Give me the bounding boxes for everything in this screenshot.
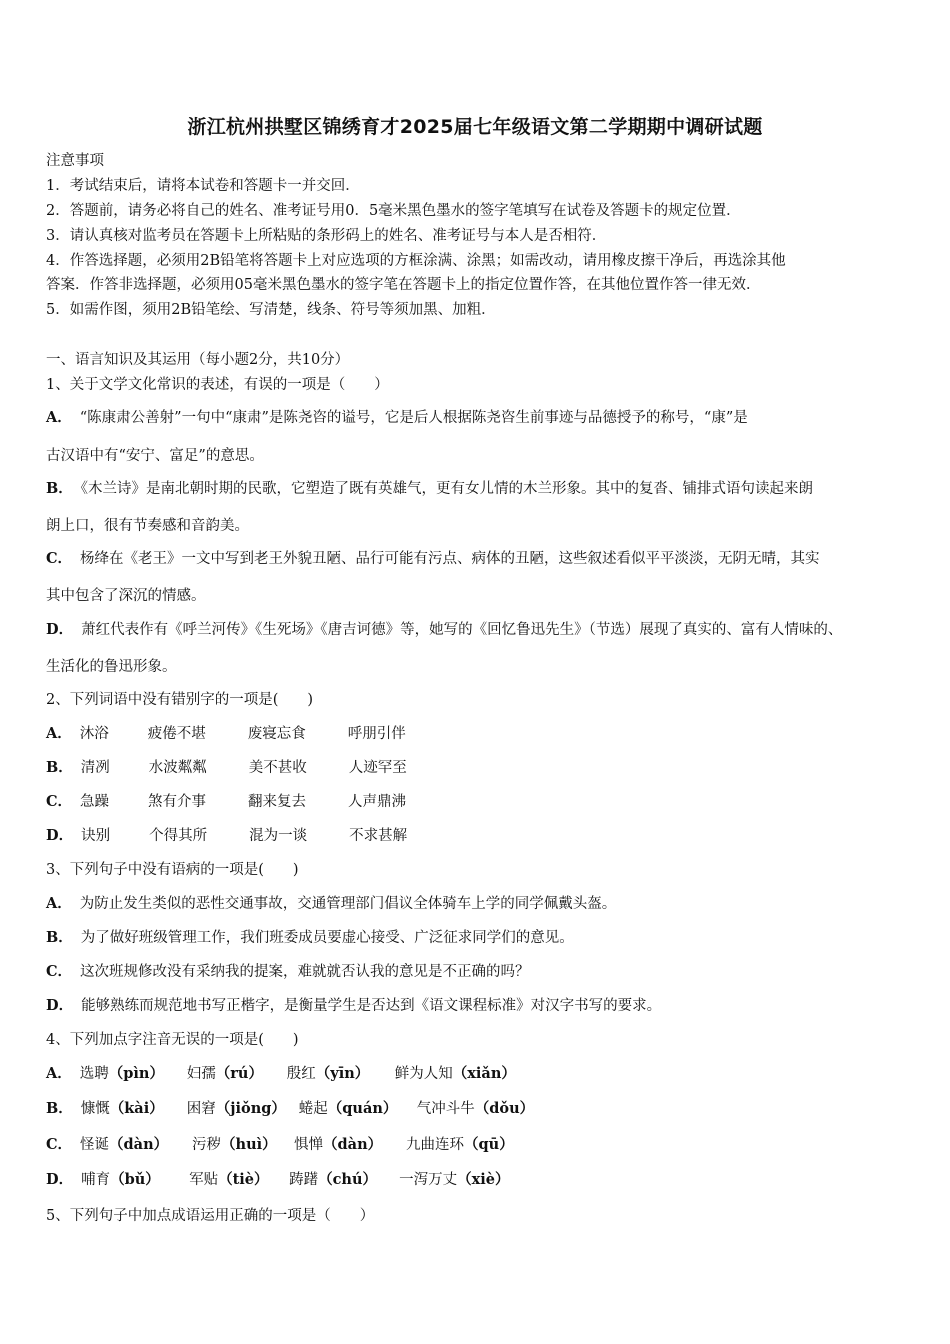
notice-heading: 注意事项 bbox=[46, 153, 104, 169]
word: 惧惮 bbox=[294, 1137, 324, 1153]
question-stem: 1、关于文学文化常识的表述，有误的一项是（ ） bbox=[46, 377, 389, 393]
option-text: “陈康肃公善射”一句中“康肃”是陈尧咨的谥号，它是后人根据陈尧咨生前事迹与品德授予的称号，“康”是 bbox=[79, 410, 748, 426]
word: 殷红 bbox=[286, 1066, 316, 1082]
option-continuation: 古汉语中有“安宁、富足”的意思。 bbox=[46, 448, 264, 464]
word: 不求甚解 bbox=[349, 828, 408, 844]
word: 哺育 bbox=[81, 1172, 111, 1188]
section-heading: 一、语言知识及其运用（每小题2分，共10分） bbox=[46, 352, 350, 368]
word: 清冽 bbox=[80, 760, 110, 776]
word: 诀别 bbox=[81, 828, 111, 844]
option-letter: A． bbox=[46, 1065, 72, 1082]
option-letter: B． bbox=[46, 759, 73, 776]
question-stem: 2、下列词语中没有错别字的一项是( ) bbox=[46, 692, 314, 708]
option-text: 为了做好班级管理工作，我们班委成员要虚心接受、广泛征求同学们的意见。 bbox=[80, 930, 574, 946]
word: 混为一谈 bbox=[249, 828, 308, 844]
option-continuation: 朗上口，很有节奏感和音韵美。 bbox=[46, 518, 249, 534]
option-c[interactable] bbox=[46, 962, 530, 982]
option-letter: B． bbox=[46, 1100, 73, 1117]
option-a[interactable] bbox=[46, 724, 406, 744]
option-text: 能够熟练而规范地书写正楷字，是衡量学生是否达到《语文课程标准》对汉字书写的要求。 bbox=[81, 998, 662, 1014]
option-b[interactable] bbox=[46, 1099, 534, 1119]
option-text: 《木兰诗》是南北朝时期的民歌，它塑造了既有英雄气，更有女儿情的木兰形象。其中的复沓、铺排式语句读起来朗 bbox=[80, 481, 814, 497]
pinyin: （xiè） bbox=[457, 1171, 510, 1188]
word: 美不甚收 bbox=[248, 760, 307, 776]
question-stem: 4、下列加点字注音无误的一项是( ) bbox=[46, 1032, 299, 1048]
notice-item: 4．作答选择题，必须用2B铅笔将答题卡上对应选项的方框涂满、涂黑；如需改动，请用橡皮擦干净后，再选涂其他 bbox=[46, 253, 786, 269]
word: 气冲斗牛 bbox=[416, 1101, 475, 1117]
option-b[interactable] bbox=[46, 479, 813, 499]
pinyin: （quán） bbox=[327, 1100, 398, 1117]
option-text: 杨绛在《老王》一文中写到老王外貌丑陋、品行可能有污点、病体的丑陋，这些叙述看似平平淡淡，无阴无晴，其实 bbox=[80, 551, 820, 567]
word: 沐浴 bbox=[79, 726, 109, 742]
option-b[interactable] bbox=[46, 758, 407, 778]
option-letter: A． bbox=[46, 409, 72, 426]
option-letter: C． bbox=[46, 550, 73, 567]
option-a[interactable] bbox=[46, 408, 748, 428]
option-text: 萧红代表作有《呼兰河传》《生死场》《唐吉诃德》等，她写的《回忆鲁迅先生》（节选）展现了真实的、富有人情味的、 bbox=[81, 622, 843, 638]
option-letter: D． bbox=[46, 997, 74, 1014]
word: 九曲连环 bbox=[406, 1137, 465, 1153]
pinyin: （dàn） bbox=[109, 1136, 169, 1153]
pinyin: （yīn） bbox=[315, 1065, 370, 1082]
pinyin: （rú） bbox=[215, 1065, 263, 1082]
option-letter: A． bbox=[46, 725, 72, 742]
word: 蜷起 bbox=[298, 1101, 328, 1117]
word: 慷慨 bbox=[80, 1101, 110, 1117]
word: 妇孺 bbox=[186, 1066, 216, 1082]
pinyin: （tiè） bbox=[218, 1171, 269, 1188]
option-d[interactable] bbox=[46, 996, 661, 1016]
option-letter: B． bbox=[46, 929, 73, 946]
word: 废寝忘食 bbox=[247, 726, 306, 742]
option-letter: B． bbox=[46, 480, 73, 497]
option-d[interactable] bbox=[46, 1170, 509, 1190]
option-a[interactable] bbox=[46, 894, 616, 914]
option-continuation: 生活化的鲁迅形象。 bbox=[46, 659, 177, 675]
word: 呼朋引伴 bbox=[347, 726, 406, 742]
word: 个得其所 bbox=[149, 828, 208, 844]
word: 煞有介事 bbox=[148, 794, 207, 810]
pinyin: （dǒu） bbox=[474, 1100, 535, 1117]
word: 人声鼎沸 bbox=[348, 794, 407, 810]
option-c[interactable] bbox=[46, 549, 820, 569]
word: 踌躇 bbox=[289, 1172, 319, 1188]
option-d[interactable] bbox=[46, 826, 407, 846]
word: 污秽 bbox=[192, 1137, 222, 1153]
option-text: 为防止发生类似的恶性交通事故，交通管理部门倡议全体骑车上学的同学佩戴头盔。 bbox=[79, 896, 617, 912]
word: 一泻万丈 bbox=[399, 1172, 458, 1188]
option-letter: C． bbox=[46, 963, 73, 980]
option-letter: D． bbox=[46, 827, 74, 844]
pinyin: （jiǒng） bbox=[215, 1100, 286, 1117]
pinyin: （xiǎn） bbox=[452, 1065, 516, 1082]
notice-item: 1．考试结束后，请将本试卷和答题卡一并交回． bbox=[46, 178, 360, 194]
pinyin: （dàn） bbox=[323, 1136, 383, 1153]
option-letter: D． bbox=[46, 1171, 74, 1188]
pinyin: （qū） bbox=[464, 1136, 514, 1153]
option-c[interactable] bbox=[46, 792, 406, 812]
option-b[interactable] bbox=[46, 928, 574, 948]
word: 鲜为人知 bbox=[394, 1066, 453, 1082]
option-c[interactable] bbox=[46, 1135, 514, 1155]
option-a[interactable] bbox=[46, 1064, 516, 1084]
word: 急躁 bbox=[80, 794, 110, 810]
pinyin: （kài） bbox=[109, 1100, 164, 1117]
option-d[interactable] bbox=[46, 620, 842, 640]
notice-item: 答案．作答非选择题，必须用05毫米黑色墨水的签字笔在答题卡上的指定位置作答，在其他位置作答一律无效． bbox=[46, 277, 761, 293]
option-letter: C． bbox=[46, 1136, 73, 1153]
question-stem: 3、下列句子中没有语病的一项是( ) bbox=[46, 862, 299, 878]
word: 人迹罕至 bbox=[348, 760, 407, 776]
option-letter: A． bbox=[46, 895, 72, 912]
pinyin: （huì） bbox=[221, 1136, 277, 1153]
notice-item: 5．如需作图，须用2B铅笔绘、写清楚，线条、符号等须加黑、加粗． bbox=[46, 302, 496, 318]
option-letter: D． bbox=[46, 621, 74, 638]
pinyin: （bǔ） bbox=[110, 1171, 160, 1188]
notice-item: 3．请认真核对监考员在答题卡上所粘贴的条形码上的姓名、准考证号与本人是否相符． bbox=[46, 228, 607, 244]
notice-item: 2．答题前，请务必将自己的姓名、准考证号用0．5毫米黑色墨水的签字笔填写在试卷及答题卡的规定位置． bbox=[46, 203, 741, 219]
word: 水波粼粼 bbox=[148, 760, 207, 776]
word: 军贴 bbox=[189, 1172, 219, 1188]
word: 翻来复去 bbox=[248, 794, 307, 810]
pinyin: （chú） bbox=[318, 1171, 377, 1188]
option-continuation: 其中包含了深沉的情感。 bbox=[46, 588, 206, 604]
word: 怪诞 bbox=[80, 1137, 110, 1153]
question-stem: 5、下列句子中加点成语运用正确的一项是（ ） bbox=[46, 1208, 375, 1224]
option-letter: C． bbox=[46, 793, 73, 810]
page-title: 浙江杭州拱墅区锦绣育才2025届七年级语文第二学期期中调研试题 bbox=[187, 116, 763, 138]
word: 疲倦不堪 bbox=[147, 726, 206, 742]
word: 选聘 bbox=[79, 1066, 109, 1082]
pinyin: （pìn） bbox=[108, 1065, 164, 1082]
option-text: 这次班规修改没有采纳我的提案，难就就否认我的意见是不正确的吗？ bbox=[80, 964, 530, 980]
word: 困窘 bbox=[186, 1101, 216, 1117]
